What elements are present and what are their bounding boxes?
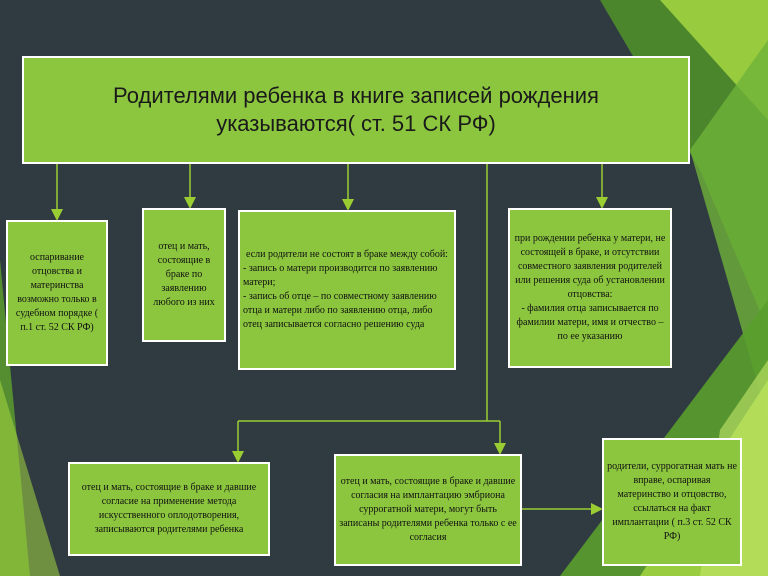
married-text: отец и мать, состоящие в браке по заявлению любого из них: [153, 241, 215, 308]
unmarried-intro: если родители не состоят в браке между собой:: [246, 249, 448, 260]
single-mother-item-1: - фамилия отца записывается по фамилии матери, имя и отчество – по ее указанию: [516, 303, 664, 342]
contest-text: оспаривание отцовства и материнства возможно только в судебном порядке ( п.1 ст. 52 СК РФ): [15, 252, 99, 333]
unmarried-item-1: - запись о матери производится по заявлению матери;: [243, 263, 438, 288]
contest-box: [6, 220, 108, 366]
surrogate-text: отец и мать, состоящие в браке и давшие согласия на имплантацию эмбриона суррогатной матери, могут быть записаны родителями ребенка только с ее согласия: [339, 476, 517, 543]
single-mother-intro: при рождении ребенка у матери, не состоящей в браке, и отсутствии совместного заявления родителей или решения суда об установлении отцовства:: [514, 233, 666, 300]
surrogate-box: [334, 454, 522, 566]
surrogate-rights-text: родители, суррогатная мать не вправе, оспаривая материнство и отцовство, ссылаться на факт имплантации ( п.3 ст. 52 СК РФ): [607, 461, 737, 542]
artificial-text: отец и мать, состоящие в браке и давшие согласие на применение метода искусственного оплодотворения, записываются родителями ребенка: [81, 482, 257, 535]
title-box: [22, 56, 690, 164]
unmarried-box: [238, 210, 456, 370]
artificial-box: [68, 462, 270, 556]
surrogate-rights-box: [602, 438, 742, 566]
title-line-1: Родителями ребенка в книге записей рождения: [113, 83, 599, 108]
unmarried-item-2: - запись об отце – по совместному заявлению отца и матери либо по заявлению отца, либо отец записывается согласно решению суда: [243, 291, 437, 330]
married-box: [142, 208, 226, 342]
title-line-2: указываются( ст. 51 СК РФ): [216, 111, 496, 136]
single-mother-box: [508, 208, 672, 368]
